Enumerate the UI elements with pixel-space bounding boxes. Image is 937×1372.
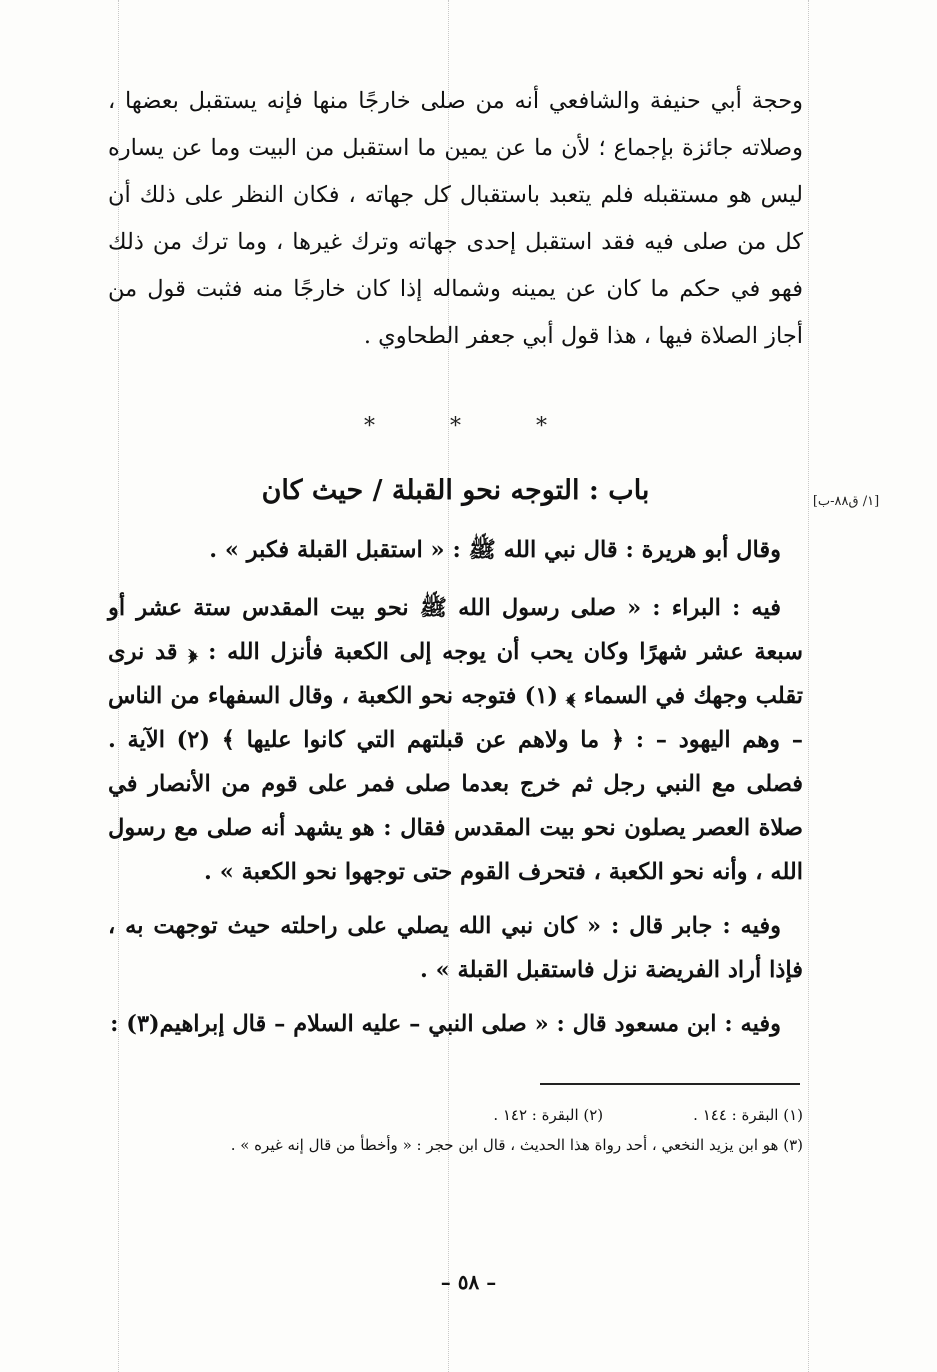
chapter-title: باب : التوجه نحو القبلة / حيث كان	[261, 475, 650, 506]
hadith-paragraph: وفيه : ابن مسعود قال : « صلى النبي – عليه السلام – قال إبراهيم(٣) :	[110, 1011, 781, 1037]
footnote-3: (٣) هو ابن يزيد النخعي ، أحد رواة هذا الحديث ، قال ابن حجر : « وأخطأ من قال إنه غيره » .	[230, 1136, 803, 1154]
footnote-1: (١) البقرة : ١٤٤ .	[693, 1106, 803, 1124]
page-number: – ٥٨ –	[440, 1270, 497, 1294]
footnote-2: (٢) البقرة : ١٤٢ .	[493, 1106, 604, 1124]
separator-star: *	[450, 414, 461, 439]
hadith-paragraph: وقال أبو هريرة : قال نبي الله ﷺ : « استقبل القبلة فكبر » .	[209, 537, 781, 563]
footnotes	[108, 1100, 803, 1160]
section-separator	[108, 414, 803, 439]
hadith-section	[108, 528, 803, 1056]
separator-star: *	[364, 414, 375, 439]
footnote-row	[108, 1100, 803, 1130]
hadith-paragraph: فيه : البراء : « صلى رسول الله ﷺ نحو بيت المقدس ستة عشر أو سبعة عشر شهرًا وكان يحب أن يوجه إلى الكعبة فأنزل الله : ﴿ قد نرى تقلب وجهك في السماء ﴾ (١) فتوجه نحو الكعبة ، وقال السفهاء من الناس – وهم اليهود – : ﴿ ما ولاهم عن قبلتهم التي كانوا عليها ﴾ (٢) الآية . فصلى مع النبي رجل ثم خرج بعدما صلى فمر على قوم من الأنصار في صلاة العصر يصلون نحو بيت المقدس فقال : هو يشهد أنه صلى مع رسول الله ، وأنه نحو الكعبة ، فتحرف القوم حتى توجهوا نحو الكعبة » .	[108, 595, 803, 885]
intro-paragraph: وحجة أبي حنيفة والشافعي أنه من صلى خارجًا منها فإنه يستقبل بعضها ، وصلاته جائزة بإجماع ؛ لأن ما عن يمين ما استقبل من البيت وما عن يساره ليس هو مستقبله فلم يتعبد باستقبال كل جهاته ، فكان النظر على ذلك أن كل من صلى فيه فقد استقبل إحدى جهاته وترك غيرها ، وما ترك من ذلك فهو في حكم ما كان عن يمينه وشماله إذا كان خارجًا منه فثبت قول من أجاز الصلاة فيها ، هذا قول أبي جعفر الطحاوي .	[108, 88, 803, 349]
footnote-divider	[540, 1083, 800, 1085]
separator-star: *	[536, 414, 547, 439]
margin-reference: [١/ ق٨٨-ب]	[812, 494, 880, 509]
hadith-paragraph: وفيه : جابر قال : « كان نبي الله يصلي على راحلته حيث توجهت به ، فإذا أراد الفريضة نزل فاستقبل القبلة » .	[108, 913, 803, 983]
ruler-line	[808, 0, 809, 1372]
